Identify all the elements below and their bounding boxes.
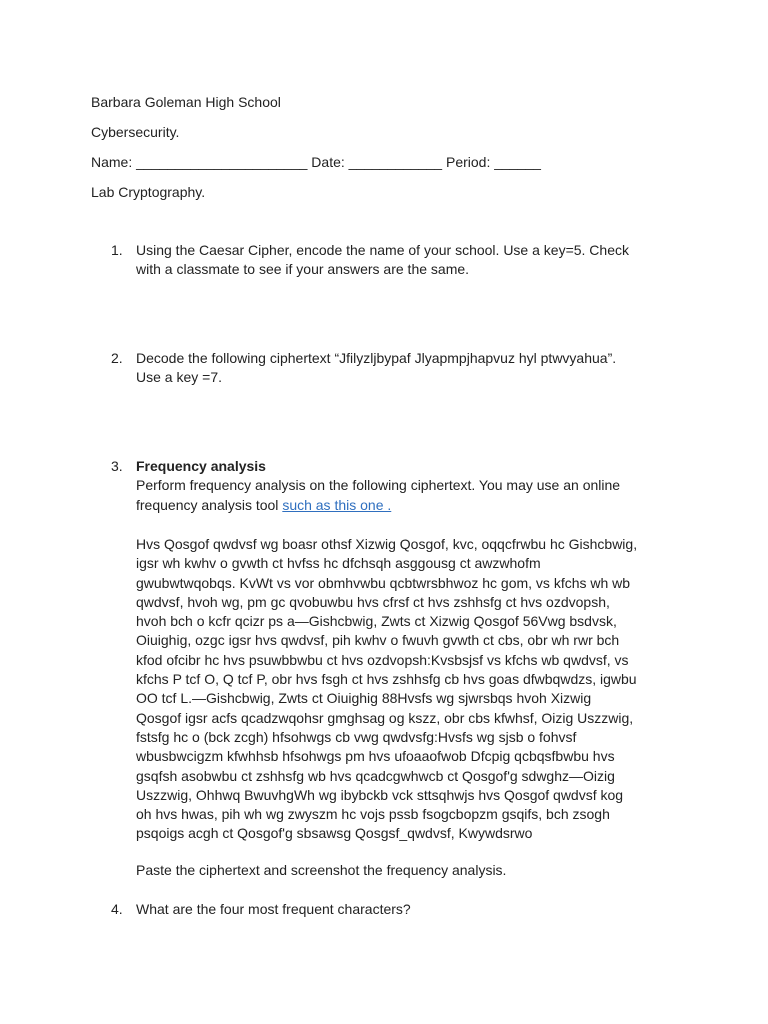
ciphertext-line: Hvs Qosgof qwdvsf wg boasr othsf Xizwig Qosgof, kvc, oqqcfrwbu hc Gishcbwig, (136, 536, 638, 552)
question-3-tool-line (136, 496, 696, 515)
ciphertext-line: Qosgof igsr acfs qcadzwqohsr gmghsag og kszz, obr cbs kfwhsf, Oizig Uszzwig, (136, 709, 634, 726)
school-name: Barbara Goleman High School (91, 94, 281, 110)
ciphertext-line: gsqfsh asobwbu ct zshhsfg wb hvs qcadcgwhwcb ct Qosgof'g sdwghz—Oizig (136, 767, 615, 784)
name-date-period-line: Name: ______________________ Date: ____________ Period: ______ (91, 154, 541, 170)
question-1-line: Using the Caesar Cipher, encode the name of your school. Use a key=5. Check (136, 242, 629, 258)
question-3-line: Perform frequency analysis on the following ciphertext. You may use an online (136, 477, 621, 494)
tool-prefix: frequency analysis tool (136, 496, 283, 513)
question-4 (136, 900, 696, 919)
question-1-line: with a classmate to see if your answers are the same. (136, 261, 470, 278)
course-name: Cybersecurity. (91, 124, 180, 140)
question-3-number: 3. (111, 458, 123, 474)
ciphertext-line: oh hvs hwas, pih wh wg zwyszm hc vojs pssb fsogcbopzm gsqifs, bch zsogh (136, 806, 610, 823)
lab-title: Lab Cryptography. (91, 184, 206, 200)
question-1 (136, 241, 696, 280)
ciphertext-line: psqoigs acgh ct Qosgof'g sbsawsg Qosgsf_qwdvsf, Kwywdsrwo (136, 825, 533, 842)
ciphertext-line: Uszzwig, Ohhwq BwuvhgWh wg ibybckb vck sttsqhwjs hvs Qosgof qwdvsf kog (136, 786, 624, 803)
question-2-line: Decode the following ciphertext “Jfilyzljbypaf Jlyapmpjhapvuz hyl ptwvyahua”. (136, 350, 617, 366)
ciphertext-line: qwdvsf, hvoh wg, pm gc qvobuwbu hvs cfrsf ct hvs zshhsfg ct hvs ozdvopsh, (136, 593, 610, 610)
question-3 (136, 457, 696, 515)
ciphertext-line: kfchs P tcf O, Q tcf P, obr hvs fsgh ct hvs zshhsfg cb hvs goas dfwbqwdzs, igwbu (136, 671, 637, 688)
question-2-line: Use a key =7. (136, 369, 222, 386)
ciphertext-line: gwubwtwqobqs. KvWt vs vor obmhvwbu qcbtwrsbhwoz hc gom, vs kfchs wh wb (136, 574, 631, 591)
ciphertext-line: OO tcf L.—Gishcbwig, Zwts ct Oiuighig 88Hvsfs wg sjwrsbqs hvoh Xizwig (136, 690, 592, 707)
question-2 (136, 349, 696, 388)
ciphertext-line: fstsfg hc o (bck zcgh) hfsohwgs cb vwg qwdvsfg:Hvsfs wg sjsb o fohvsf (136, 728, 577, 745)
ciphertext-line: igsr wh kwhv o gvwth ct hvfss hc dfchsqh asggousg ct awzwhofm (136, 555, 541, 572)
question-3-title: Frequency analysis (136, 458, 266, 474)
question-1-number: 1. (111, 242, 123, 258)
ciphertext-line: Oiuighig, ozgc igsr hvs qwdvsf, pih kwhv o fwuvh gvwth ct cbs, obr wh rwr bch (136, 632, 620, 649)
ciphertext-line: kfod ofcibr hc hvs psuwbbwbu ct hvs ozdvopsh:Kvsbsjsf vs kfchs wb qwdvsf, vs (136, 651, 629, 668)
ciphertext-block (136, 535, 696, 844)
paste-instruction: Paste the ciphertext and screenshot the frequency analysis. (136, 862, 507, 878)
question-3-after (136, 861, 696, 880)
ciphertext-line: hvoh bch o kcfr qcizr ps a—Gishcbwig, Zwts ct Xizwig Qosgof 56Vwg bsdvsk, (136, 613, 617, 630)
ciphertext-line: wbusbwcigzm kfwhhsb hfsohwgs pm hvs ufoaaofwob Dfcpig qcbqsfbwbu hvs (136, 748, 615, 765)
question-4-line: What are the four most frequent characters? (136, 901, 411, 917)
question-4-number: 4. (111, 901, 123, 917)
question-2-number: 2. (111, 350, 123, 366)
frequency-tool-link[interactable]: such as this one . (282, 496, 392, 513)
